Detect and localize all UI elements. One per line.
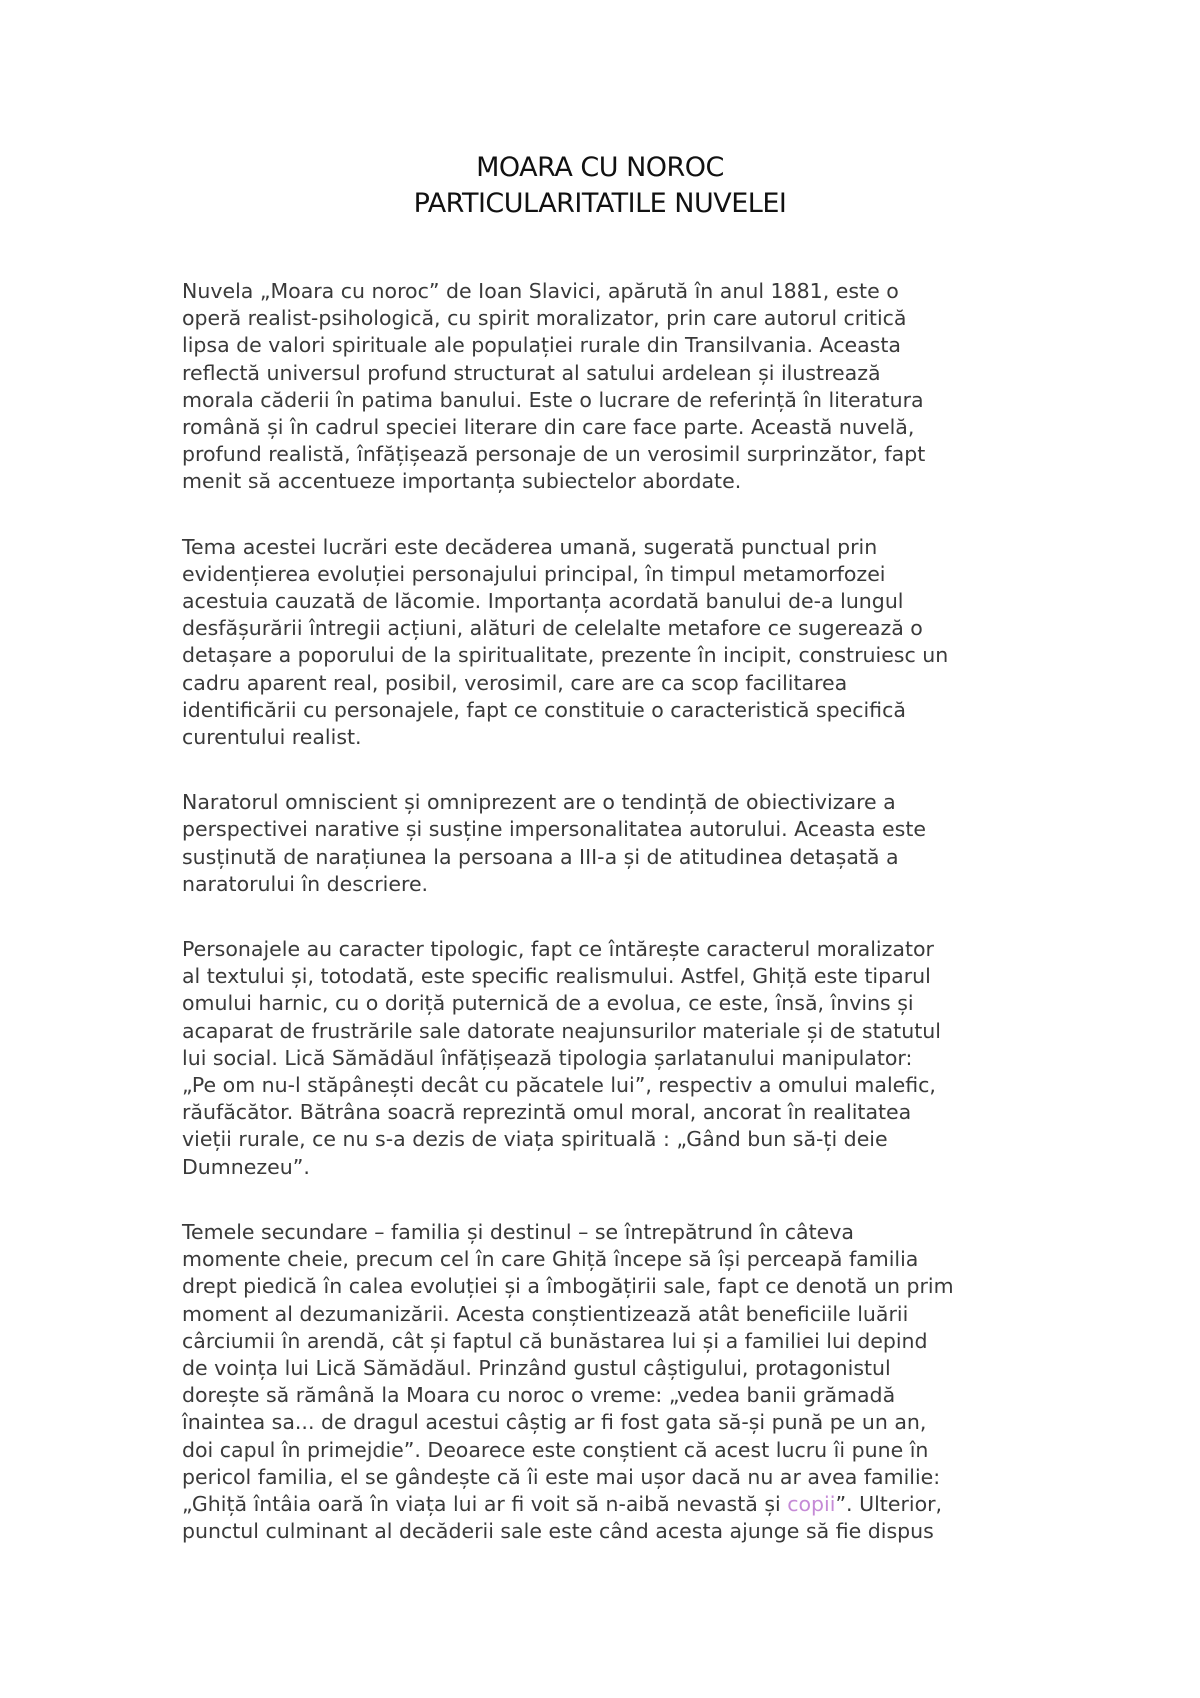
text-line: răufăcător. Bătrâna soacră reprezintă omul moral, ancorat în realitatea xyxy=(182,1100,912,1125)
text-line-with-link xyxy=(182,1491,1022,1518)
paragraph-intro xyxy=(182,278,1022,496)
text-line: cârciumii în arendă, cât și faptul că bunăstarea lui și a familiei lui depind xyxy=(182,1328,928,1353)
text-line: Tema acestei lucrări este decăderea umană, sugerată punctual prin xyxy=(182,534,878,559)
paragraph-characters xyxy=(182,936,1022,1181)
text-line: înaintea sa... de dragul acestui câștig ar fi fost gata să-și pună pe un an, xyxy=(182,1410,927,1435)
text-line: Naratorul omniscient și omniprezent are o tendință de obiectivizare a xyxy=(182,790,896,815)
text-line: detașare a poporului de la spiritualitate, prezente în incipit, construiesc un xyxy=(182,643,949,668)
text-line: reflectă universul profund structurat al satului ardelean și ilustrează xyxy=(182,360,881,385)
text-line: Temele secundare – familia și destinul – se întrepătrund în câteva xyxy=(182,1219,854,1244)
title-block xyxy=(0,150,1200,222)
text-line: perspectivei narative și susține impersonalitatea autorului. Aceasta este xyxy=(182,817,926,842)
text-line: profund realistă, înfățișează personaje de un verosimil surprinzător, fapt xyxy=(182,442,926,467)
text-line: menit să accentueze importanța subiectelor abordate. xyxy=(182,469,742,494)
text-line: lipsa de valori spirituale ale populației rurale din Transilvania. Aceasta xyxy=(182,333,901,358)
text-line: curentului realist. xyxy=(182,725,362,750)
paragraph-theme xyxy=(182,534,1022,752)
paragraph-narrator xyxy=(182,789,1022,898)
text-line: vieții rurale, ce nu s-a dezis de viața spirituală : „Gând bun să-ți deie xyxy=(182,1127,888,1152)
text-line: pericol familia, el se gândește că îi este mai ușor dacă nu ar avea familie: xyxy=(182,1464,941,1489)
text-line: cadru aparent real, posibil, verosimil, care are ca scop facilitarea xyxy=(182,670,848,695)
text-segment: „Ghiță întâia oară în viața lui ar fi voit să n-aibă nevastă și xyxy=(182,1491,788,1516)
text-line: dorește să rămână la Moara cu noroc o vreme: „vedea banii grămadă xyxy=(182,1383,896,1408)
text-line: „Pe om nu-l stăpânești decât cu păcatele lui”, respectiv a omului malefic, xyxy=(182,1073,936,1098)
text-line: susținută de narațiunea la persoana a III-a și de atitudinea detașată a xyxy=(182,844,899,869)
text-line: evidențierea evoluției personajului principal, în timpul metamorfozei xyxy=(182,561,886,586)
text-line: doi capul în primejdie”. Deoarece este conștient că acest lucru îi pune în xyxy=(182,1437,929,1462)
text-line: Nuvela „Moara cu noroc” de Ioan Slavici, apărută în anul 1881, este o xyxy=(182,279,899,303)
text-segment: ”. Ulterior, xyxy=(835,1491,943,1516)
text-line: Dumnezeu”. xyxy=(182,1154,310,1179)
copii-link[interactable]: copii xyxy=(787,1491,836,1516)
text-line: al textului și, totodată, este specific realismului. Astfel, Ghiță este tiparul xyxy=(182,964,931,989)
text-line: operă realist-psihologică, cu spirit moralizator, prin care autorul critică xyxy=(182,306,907,331)
document-body xyxy=(182,278,1022,1583)
text-line: lui social. Lică Sămădăul înfățișează tipologia șarlatanului manipulator: xyxy=(182,1045,913,1070)
text-line: drept piedică în calea evoluției și a îmbogățirii sale, fapt ce denotă un prim xyxy=(182,1274,954,1299)
document-subtitle: PARTICULARITATILE NUVELEI xyxy=(413,188,787,219)
text-line: Personajele au caracter tipologic, fapt ce întărește caracterul moralizator xyxy=(182,937,934,962)
text-line: moment al dezumanizării. Acesta conștientizează atât beneficiile luării xyxy=(182,1301,909,1326)
text-line: de voința lui Lică Sămădăul. Prinzând gustul câștigului, protagonistul xyxy=(182,1355,891,1380)
text-line: omului harnic, cu o doriță puternică de a evolua, ce este, însă, învins și xyxy=(182,991,914,1016)
text-line: acaparat de frustrările sale datorate neajunsurilor materiale și de statutul xyxy=(182,1018,941,1043)
document-title: MOARA CU NOROC xyxy=(476,152,724,183)
text-line: română și în cadrul speciei literare din care face parte. Această nuvelă, xyxy=(182,415,915,440)
text-line: acestuia cauzată de lăcomie. Importanța acordată banului de-a lungul xyxy=(182,589,904,614)
text-line: punctul culminant al decăderii sale este când acesta ajunge să fie dispus xyxy=(182,1519,934,1544)
text-line: desfășurării întregii acțiuni, alături de celelalte metafore ce sugerează o xyxy=(182,616,923,641)
text-line: momente cheie, precum cel în care Ghiță începe să își perceapă familia xyxy=(182,1247,919,1272)
text-line: identificării cu personajele, fapt ce constituie o caracteristică specifică xyxy=(182,697,906,722)
paragraph-secondary-themes xyxy=(182,1219,1022,1545)
text-line: morala căderii în patima banului. Este o lucrare de referință în literatura xyxy=(182,387,924,412)
text-line: naratorului în descriere. xyxy=(182,871,429,896)
